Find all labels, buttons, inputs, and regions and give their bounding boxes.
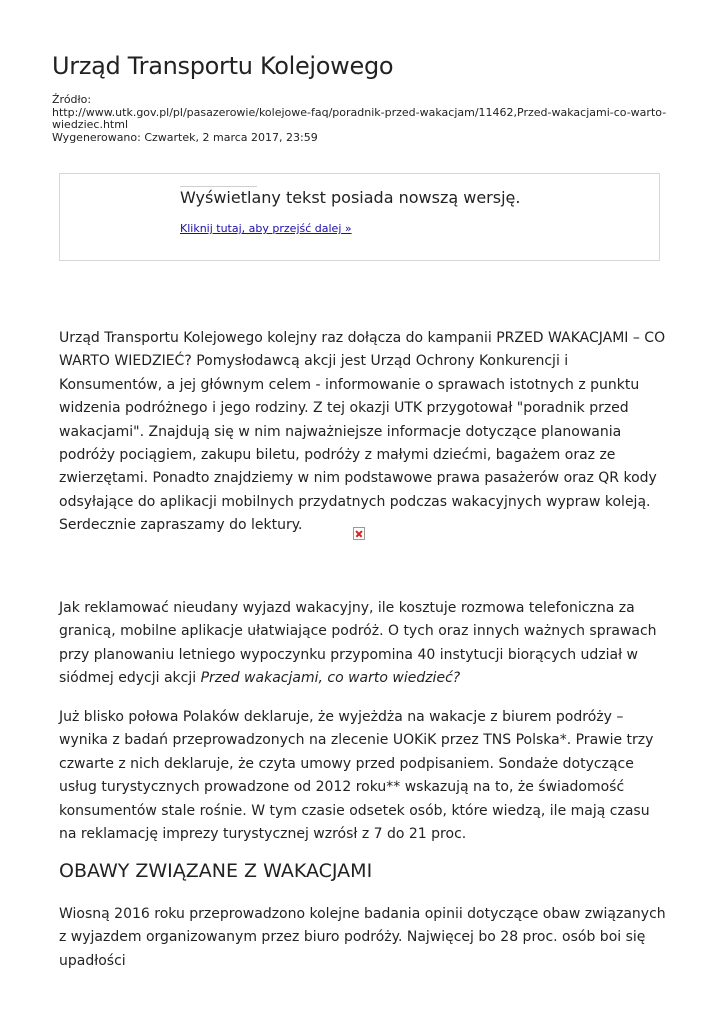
newer-version-notice <box>59 173 660 261</box>
generated-date: Wygenerowano: Czwartek, 2 marca 2017, 23:59 <box>52 130 318 144</box>
campaign-name: Przed wakacjami, co warto wiedzieć? <box>200 670 461 687</box>
source-meta <box>52 94 674 144</box>
notice-continue-link[interactable]: Kliknij tutaj, aby przejść dalej » <box>180 222 352 235</box>
concerns-paragraph: Wiosną 2016 roku przeprowadzono kolejne badania opinii dotyczące obaw związanych z wyjazdem organizowanym przez biuro podróży. Najwięcej bo 28 proc. osób boi się upadłości <box>59 906 666 969</box>
intro-paragraph: Urząd Transportu Kolejowego kolejny raz dołącza do kampanii PRZED WAKACJAMI – CO WARTO WIEDZIEĆ? Pomysłodawcą akcji jest Urząd Ochrony Konkurencji i Konsumentów, a jej głównym celem - informowanie o sprawach istotnych z punktu widzenia podróżnego i jego rodziny. Z tej okazji UTK przygotował "poradnik przed wakacjami". Znajdują się w nim najważniejsze informacje dotyczące planowania podróży pociągiem, zakupu biletu, podróży z małymi dziećmi, bagażem oraz ze zwierzętami. Ponadto znajdziemy w nim podstawowe prawa pasażerów oraz QR kody odsyłające do aplikacji mobilnych przydatnych podczas wakacyjnych wypraw koleją. Serdecznie zapraszamy do lektury. <box>59 330 666 534</box>
page-title: Urząd Transportu Kolejowego <box>52 52 394 80</box>
section-heading: OBAWY ZWIĄZANE Z WAKACJAMI <box>59 860 373 882</box>
notice-text: Wyświetlany tekst posiada nowszą wersję. <box>180 188 521 207</box>
survey-paragraph: Już blisko połowa Polaków deklaruje, że wyjeżdża na wakacje z biurem podróży – wynika z badań przeprowadzonych na zlecenie UOKiK przez TNS Polska*. Prawie trzy czwarte z nich deklaruje, że czyta umowy przed podpisaniem. Sondaże dotyczące usług turystycznych prowadzone od 2012 roku** wskazują na to, że świadomość konsumentów stale rośnie. W tym czasie odsetek osób, które wiedzą, ile mają czasu na reklamację imprezy turystycznej wzrósł z 7 do 21 proc. <box>59 709 654 843</box>
broken-image-icon <box>353 527 365 540</box>
campaign-paragraph <box>59 597 671 691</box>
source-label: Źródło: <box>52 93 92 106</box>
source-url[interactable]: http://www.utk.gov.pl/pl/pasazerowie/kolejowe-faq/poradnik-przed-wakacjam/11462,Przed-wakacjami-co-warto-wiedziec.html <box>52 105 667 132</box>
campaign-text: Jak reklamować nieudany wyjazd wakacyjny, ile kosztuje rozmowa telefoniczna za granicą, mobilne aplikacje ułatwiające podróż. O tych oraz innych ważnych sprawach przy planowaniu letniego wypoczynku przypomina 40 instytucji biorących udział w siódmej edycji akcji <box>59 600 657 687</box>
notice-divider <box>180 186 257 187</box>
